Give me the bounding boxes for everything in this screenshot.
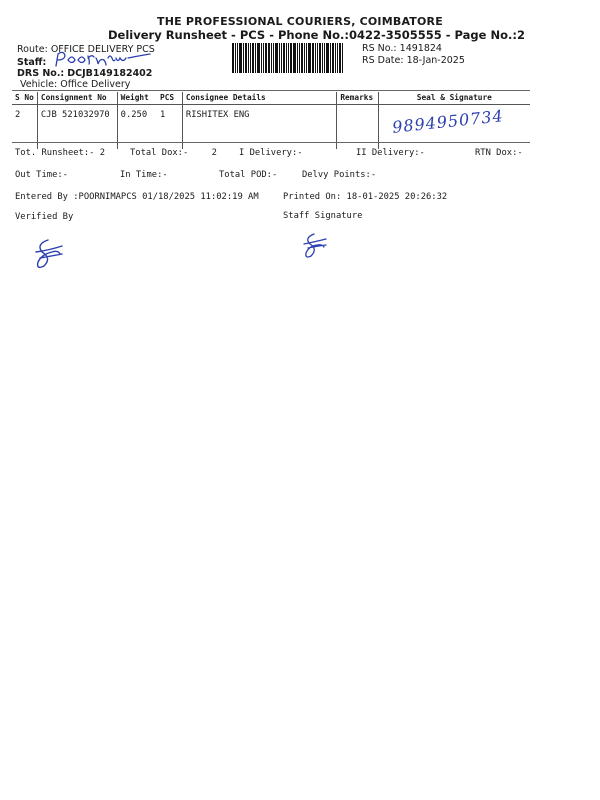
rtn-dox: RTN Dox:- bbox=[475, 148, 523, 158]
barcode-bar bbox=[315, 43, 316, 73]
col-remarks: Remarks bbox=[337, 92, 378, 105]
col-sno: S No bbox=[12, 92, 37, 105]
drs-line bbox=[17, 68, 152, 79]
barcode-bar bbox=[235, 43, 236, 73]
barcode-bar bbox=[281, 43, 282, 73]
verified-by-signature bbox=[28, 236, 68, 272]
barcode-bar bbox=[339, 43, 341, 73]
barcode-bar bbox=[245, 43, 247, 73]
rs-date-label: RS Date: bbox=[362, 55, 404, 66]
staff-label: Staff: bbox=[17, 57, 47, 68]
staff-line bbox=[17, 57, 46, 68]
barcode-bar bbox=[324, 43, 325, 73]
total-dox-label: Total Dox:- bbox=[130, 148, 189, 158]
barcode-bar bbox=[279, 43, 280, 73]
barcode-bar bbox=[342, 43, 343, 73]
barcode-bar bbox=[290, 43, 292, 73]
barcode-bar bbox=[268, 43, 270, 73]
cell-sno: 2 bbox=[12, 105, 37, 150]
barcode-bar bbox=[286, 43, 287, 73]
barcode-bar bbox=[261, 43, 262, 73]
handwritten-phone-number: 9894950734 bbox=[390, 106, 505, 137]
table-top-rule bbox=[12, 90, 530, 91]
barcode-bar bbox=[293, 43, 296, 73]
route-label: Route: bbox=[17, 44, 48, 55]
barcode-bar bbox=[243, 43, 244, 73]
route-value: OFFICE DELIVERY PCS bbox=[50, 44, 155, 55]
barcode-bar bbox=[337, 43, 338, 73]
barcode-bar bbox=[332, 43, 334, 73]
barcode-bar bbox=[271, 43, 272, 73]
total-dox bbox=[130, 148, 217, 158]
barcode-bar bbox=[273, 43, 274, 73]
delvy-points: Delvy Points:- bbox=[302, 170, 377, 180]
barcode-bar bbox=[239, 43, 242, 73]
col-seal-signature: Seal & Signature bbox=[378, 92, 530, 105]
rs-date-line bbox=[362, 55, 465, 66]
barcode-bar bbox=[237, 43, 238, 73]
rs-no-label: RS No.: bbox=[362, 43, 397, 54]
barcode-bar bbox=[283, 43, 285, 73]
total-pod: Total POD:- bbox=[219, 170, 278, 180]
col-weight: Weight bbox=[117, 92, 157, 105]
barcode-bar bbox=[335, 43, 336, 73]
ii-delivery: II Delivery:- bbox=[356, 148, 425, 158]
rs-no-value: 1491824 bbox=[399, 43, 442, 54]
barcode-bar bbox=[319, 43, 321, 73]
runsheet-subtitle: Delivery Runsheet - PCS - Phone No.:0422-3505555 - Page No.:2 bbox=[108, 28, 525, 42]
barcode-bar bbox=[265, 43, 267, 73]
barcode-bar bbox=[326, 43, 329, 73]
barcode-bar bbox=[250, 43, 251, 73]
cell-weight: 0.250 bbox=[120, 110, 148, 120]
drs-label: DRS No.: bbox=[17, 68, 65, 79]
vehicle-line bbox=[20, 79, 130, 90]
company-title: THE PROFESSIONAL COURIERS, COIMBATORE bbox=[157, 15, 443, 28]
barcode-bar bbox=[252, 43, 254, 73]
col-consignee: Consignee Details bbox=[182, 92, 336, 105]
total-dox-value: 2 bbox=[211, 148, 217, 158]
barcode-bar bbox=[297, 43, 298, 73]
barcode-bar bbox=[288, 43, 289, 73]
col-consignment: Consignment No bbox=[37, 92, 117, 105]
vehicle-label: Vehicle: bbox=[20, 79, 58, 90]
cell-consignee: RISHITEX ENG bbox=[182, 105, 336, 150]
vehicle-value: Office Delivery bbox=[60, 79, 131, 90]
barcode-bar bbox=[308, 43, 311, 73]
barcode-bar bbox=[248, 43, 249, 73]
barcode-bar bbox=[263, 43, 264, 73]
barcode-bar bbox=[304, 43, 305, 73]
barcode-bar bbox=[322, 43, 323, 73]
barcode-bar bbox=[312, 43, 314, 73]
out-time: Out Time:- bbox=[15, 170, 68, 180]
cell-consignment: CJB 521032970 bbox=[37, 105, 117, 150]
barcode-bar bbox=[255, 43, 256, 73]
barcode-bar bbox=[317, 43, 318, 73]
in-time: In Time:- bbox=[120, 170, 168, 180]
staff-signature-mark bbox=[298, 230, 332, 260]
barcode-bar bbox=[257, 43, 260, 73]
barcode-bar bbox=[306, 43, 307, 73]
rs-no-line bbox=[362, 43, 442, 54]
entered-by: Entered By :POORNIMAPCS 01/18/2025 11:02:19 AM bbox=[15, 192, 259, 202]
staff-handwritten-name bbox=[52, 48, 162, 70]
table-header-row bbox=[12, 92, 530, 105]
printed-on: Printed On: 18-01-2025 20:26:32 bbox=[283, 192, 448, 202]
verified-by-label: Verified By bbox=[15, 212, 74, 222]
runsheet-table bbox=[12, 92, 530, 149]
table-bottom-rule bbox=[12, 142, 530, 143]
drs-value: DCJB149182402 bbox=[67, 68, 153, 79]
col-pcs: PCS bbox=[157, 92, 182, 105]
barcode-bar bbox=[330, 43, 331, 73]
barcode bbox=[232, 43, 354, 73]
barcode-bar bbox=[232, 43, 234, 73]
barcode-bar bbox=[299, 43, 300, 73]
cell-pcs: 1 bbox=[157, 105, 182, 150]
staff-signature-label: Staff Signature bbox=[283, 211, 363, 221]
barcode-bar bbox=[301, 43, 303, 73]
i-delivery: I Delivery:- bbox=[239, 148, 303, 158]
tot-runsheet: Tot. Runsheet:- 2 bbox=[15, 148, 106, 158]
barcode-bar bbox=[275, 43, 278, 73]
rs-date-value: 18-Jan-2025 bbox=[406, 55, 465, 66]
